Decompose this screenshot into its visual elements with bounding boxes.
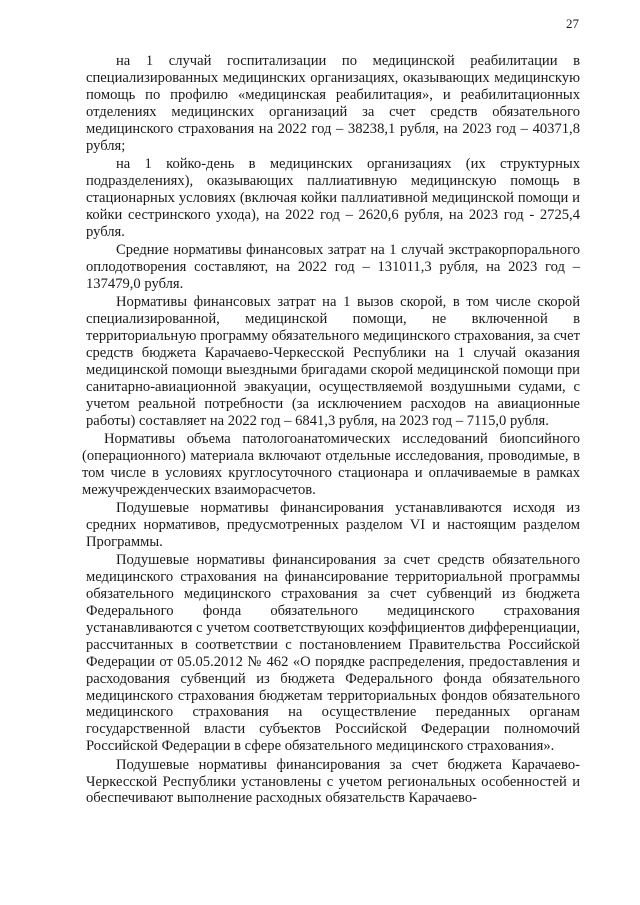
paragraph-per-capita-basis: Подушевые нормативы финансирования устанавливаются исходя из средних нормативов, предусмотренных разделом VI и настоящим разделом Программы. bbox=[86, 500, 580, 550]
paragraph-palliative-bed-day: на 1 койко-день в медицинских организациях (их структурных подразделениях), оказывающих паллиативную медицинскую помощь в стационарных условиях (включая койки паллиативной медицинской помощи и койки сестринского ухода), на 2022 год – 2620,6 рубля, на 2023 год - 2725,4 рубля. bbox=[86, 155, 580, 240]
paragraph-ambulance-costs: Нормативы финансовых затрат на 1 вызов скорой, в том числе скорой специализированной, медицинской помощи, не включенной в территориальную программу обязательного медицинского страхования, за счет средств бюджета Карачаево-Черкесской Республики на 1 случай оказания медицинской помощи выездными бригадами скорой медицинской помощи при санитарно-авиационной эвакуации, осуществляемой воздушными судами, с учетом реальной потребности (за исключением расходов на авиационные работы) составляет на 2022 год – 6841,3 рубля, на 2023 год – 7115,0 рубля. bbox=[86, 294, 580, 429]
paragraph-rehab-hospitalization: на 1 случай госпитализации по медицинской реабилитации в специализированных медицинских организациях, оказывающих медицинскую помощь по профилю «медицинская реабилитация», и реабилитационных отделениях медицинских организаций за счет средств обязательного медицинского страхования на 2022 год – 38238,1 рубля, на 2023 год – 40371,8 рубля; bbox=[86, 53, 580, 154]
paragraph-per-capita-insurance: Подушевые нормативы финансирования за счет средств обязательного медицинского страхования на финансирование территориальной программы обязательного медицинского страхования за счет субвенций из бюджета Федерального фонда обязательного медицинского страхования устанавливаются с учетом соответствующих коэффициентов дифференциации, рассчитанных в соответствии с постановлением Правительства Российской Федерации от 05.05.2012 № 462 «О порядке распределения, предоставления и расходования субвенций из бюджета Федерального фонда обязательного медицинского страхования бюджетам территориальных фондов обязательного медицинского страхования на осуществление переданных органам государственной власти субъектов Российской Федерации полномочий Российской Федерации в сфере обязательного медицинского страхования». bbox=[86, 552, 580, 755]
document-body bbox=[82, 53, 580, 807]
paragraph-pathology-volume: Нормативы объема патологоанатомических исследований биопсийного (операционного) материала включают отдельные исследования, проводимые, в том числе в условиях круглосуточного стационара и оплачиваемые в рамках межучрежденческих взаиморасчетов. bbox=[82, 430, 580, 498]
page-number: 27 bbox=[566, 16, 579, 31]
paragraph-ivf-costs: Средние нормативы финансовых затрат на 1 случай экстракорпорального оплодотворения составляют, на 2022 год – 131011,3 рубля, на 2023 год – 137479,0 рубля. bbox=[86, 241, 580, 292]
paragraph-per-capita-budget: Подушевые нормативы финансирования за счет бюджета Карачаево-Черкесской Республики установлены с учетом региональных особенностей и обеспечивают выполнение расходных обязательств Карачаево- bbox=[86, 756, 580, 807]
